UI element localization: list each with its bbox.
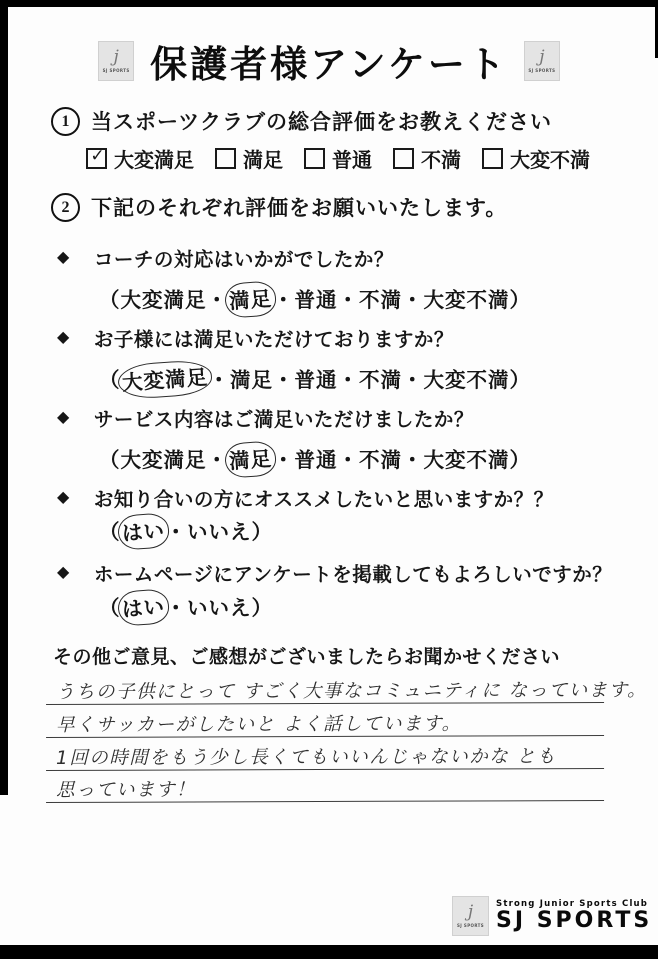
handwritten-comment-line: うちの子供にとって すごく大事なコミュニティに なっています。 — [46, 671, 604, 705]
question-child-satisfaction — [57, 324, 454, 352]
question-service-options — [99, 442, 531, 477]
checkbox-empty-icon — [393, 148, 414, 169]
section-1-heading — [51, 106, 552, 136]
section-1-text: 当スポーツクラブの総合評価をお教えください — [91, 110, 552, 134]
sj-logo-glyph-icon: j — [539, 47, 545, 67]
checkbox-checked-icon — [86, 145, 107, 169]
page-title: 保護者様アンケート — [150, 45, 508, 86]
diamond-bullet-icon: ◆ — [57, 249, 70, 266]
rating-option-label: 普通 — [332, 150, 372, 172]
rating-option-dissatisfied — [393, 144, 461, 173]
rating-option-satisfied — [215, 144, 283, 173]
section-2-number: 2 — [51, 193, 80, 222]
question-child-options — [99, 362, 531, 397]
options-pre: （ — [99, 598, 121, 620]
sj-logo-glyph-icon: j — [113, 47, 119, 67]
question-homepage-options — [99, 590, 273, 625]
scan-border-top — [0, 0, 658, 7]
rating-option-neutral — [304, 144, 372, 173]
handwritten-comment-line: 思っています！ — [46, 769, 604, 803]
question-text: ホームページにアンケートを掲載してもよろしいですか？ — [93, 565, 613, 586]
options-post: ・普通・不満・大変不満） — [273, 450, 531, 472]
selected-answer-circle: はい — [116, 588, 169, 626]
section-1-number: 1 — [51, 107, 80, 136]
question-service — [57, 404, 474, 432]
question-text: サービス内容はご満足いただけましたか？ — [93, 410, 474, 431]
question-coach — [57, 244, 394, 272]
options-pre: （大変満足・ — [99, 450, 228, 472]
options-pre: （ — [99, 522, 121, 544]
sj-logo-glyph-icon: j — [467, 902, 474, 922]
sj-sports-logo-icon — [98, 41, 134, 81]
sj-sports-logo-icon — [524, 41, 560, 81]
question-text: お子様には満足いただけておりますか？ — [93, 330, 454, 351]
options-post: ・普通・不満・大変不満） — [273, 290, 531, 312]
footer-text — [496, 899, 652, 932]
scan-border-left — [0, 0, 8, 795]
section-2-heading — [51, 192, 507, 222]
overall-rating-options — [86, 144, 590, 173]
question-coach-options — [99, 282, 531, 317]
question-text: コーチの対応はいかがでしたか？ — [93, 250, 394, 271]
rating-option-label: 大変満足 — [114, 150, 194, 172]
title-row — [0, 34, 658, 88]
comments-header: その他ご意見、ご感想がございましたらお聞かせください — [53, 647, 561, 668]
sj-logo-caption: SJ SPORTS — [528, 68, 556, 73]
rating-option-label: 不満 — [421, 150, 461, 172]
options-post: ・いいえ） — [165, 522, 273, 544]
options-pre: （大変満足・ — [99, 290, 228, 312]
options-pre: （ — [99, 370, 121, 392]
rating-option-very-dissatisfied — [482, 144, 590, 173]
selected-answer-circle: 大変満足 — [116, 359, 212, 400]
selected-answer-circle: 満足 — [224, 440, 277, 478]
footer-brand-name: SJ SPORTS — [496, 908, 653, 934]
selected-answer-circle: はい — [116, 512, 169, 550]
checkbox-empty-icon — [304, 148, 325, 169]
rating-option-label: 大変不満 — [510, 150, 590, 172]
question-homepage — [57, 559, 612, 587]
handwritten-comment-line: 早くサッカーがしたいと よく話しています。 — [46, 704, 604, 738]
checkbox-empty-icon — [215, 148, 236, 169]
section-2-text: 下記のそれぞれ評価をお願いいたします。 — [91, 196, 508, 220]
options-post: ・いいえ） — [165, 598, 273, 620]
footer-club-name: Strong Junior Sports Club — [496, 899, 649, 910]
footer-brand-block — [452, 896, 652, 936]
scan-border-bottom — [0, 945, 658, 959]
diamond-bullet-icon: ◆ — [57, 564, 70, 581]
checkbox-empty-icon — [482, 148, 503, 169]
rating-option-label: 満足 — [243, 150, 283, 172]
diamond-bullet-icon: ◆ — [57, 409, 70, 426]
sj-logo-caption: SJ SPORTS — [102, 68, 130, 73]
diamond-bullet-icon: ◆ — [57, 489, 70, 506]
selected-answer-circle: 満足 — [224, 280, 277, 318]
question-recommend — [57, 484, 554, 512]
sj-sports-logo-icon — [452, 896, 489, 936]
question-text: お知り合いの方にオススメしたいと思いますか？？ — [93, 490, 554, 511]
handwritten-comment-line: 1回の時間をもう少し長くてもいいんじゃないかな とも — [46, 737, 604, 771]
rating-option-very-satisfied — [86, 144, 194, 173]
sj-logo-caption: SJ SPORTS — [456, 923, 485, 928]
diamond-bullet-icon: ◆ — [57, 329, 70, 346]
check-mark-icon: ✓ — [90, 145, 105, 166]
options-post: ・満足・普通・不満・大変不満） — [208, 370, 531, 392]
question-recommend-options — [99, 514, 273, 549]
